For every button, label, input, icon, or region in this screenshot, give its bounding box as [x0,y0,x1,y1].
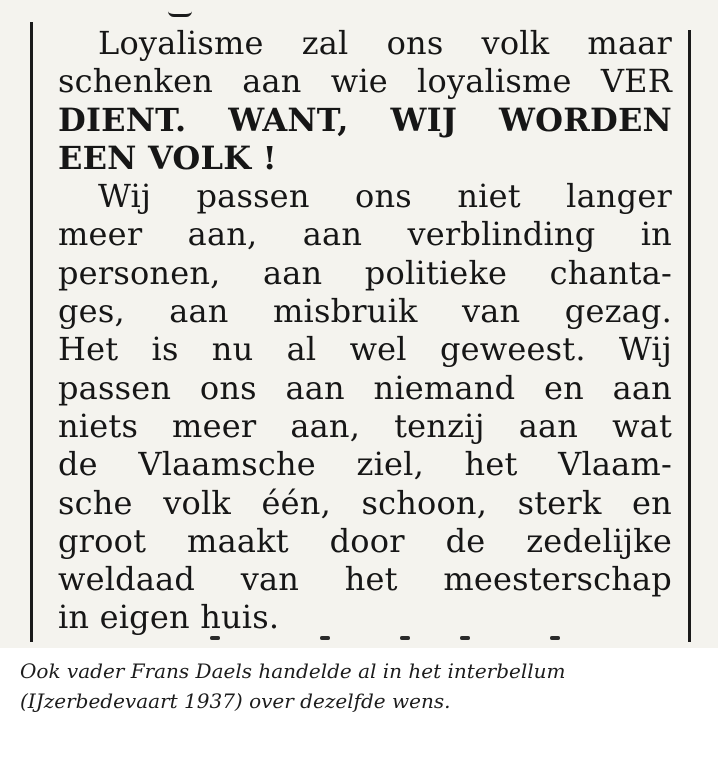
column-rule-left [30,22,33,642]
article-line: Loyalisme zal ons volk maar [98,24,672,62]
article-line: niets meer aan, tenzij aan wat [58,406,672,445]
cut-edge-fragments [210,636,570,642]
article-line: DIENT. WANT, WIJ WORDEN [58,100,672,139]
article-line: ges, aan misbruik van gezag. [58,292,672,331]
article-line: sche volk één, schoon, sterk en [58,483,672,522]
article-line: personen, aan politieke chanta- [58,253,672,292]
article-text [58,24,672,637]
caption-line-2: (IJzerbedevaart 1937) over dezelfde wens. [20,689,451,713]
article-line: schenken aan wie loyalisme VER [58,62,672,101]
column-rule-right [688,30,691,642]
article-line: Het is nu al wel geweest. Wij [58,330,672,369]
article-line: passen ons aan niemand en aan [58,368,672,407]
cut-letter-fragment [160,4,200,20]
article-line: groot maakt door de zedelijke [58,521,672,560]
article-line: de Vlaamsche ziel, het Vlaam- [58,445,672,484]
article-line: weldaad van het meesterschap [58,560,672,599]
article-line: EEN VOLK ! [58,138,277,177]
article-line: Wij passen ons niet langer [98,177,672,216]
caption-line-1: Ook vader Frans Daels handelde al in het interbellum [20,659,566,683]
article-line: meer aan, aan verblinding in [58,215,672,254]
image-caption [20,656,700,716]
article-line: in eigen huis. [58,598,280,637]
